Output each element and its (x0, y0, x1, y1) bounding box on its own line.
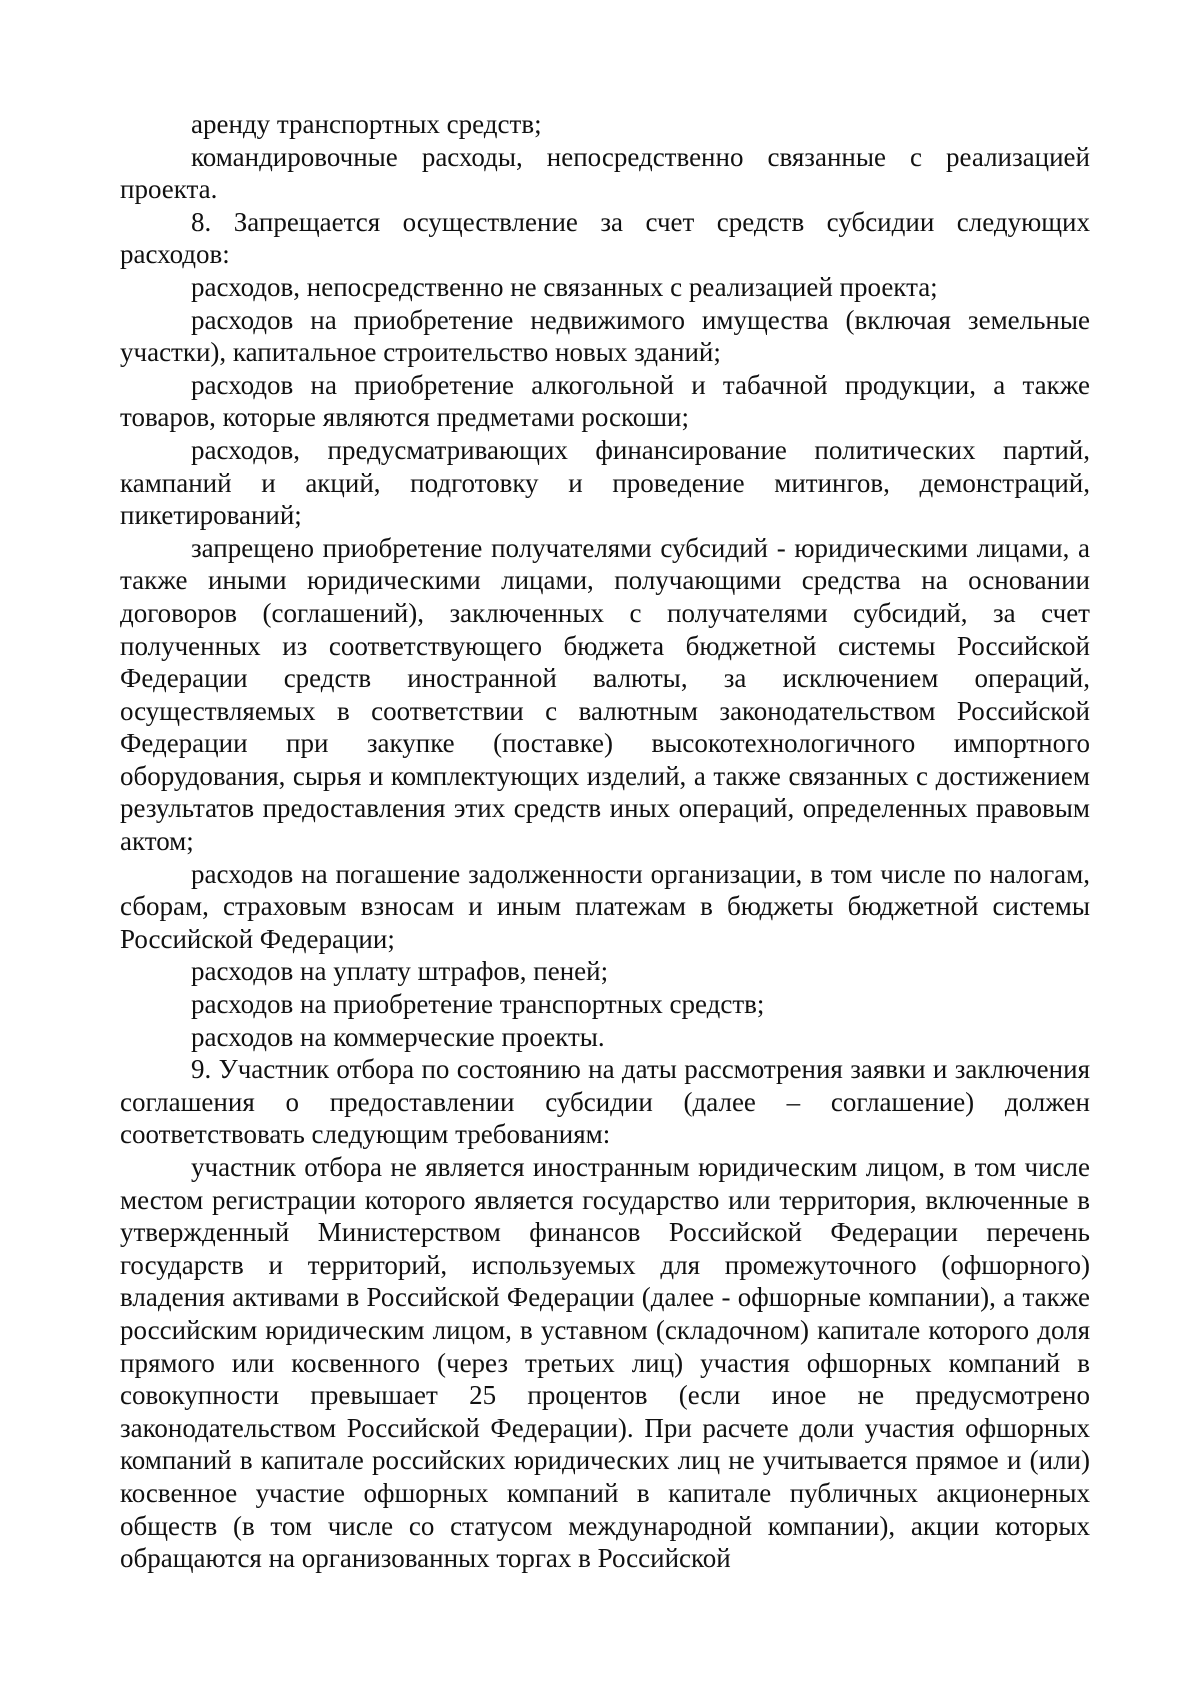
paragraph-debt-repayment: расходов на погашение задолженности организации, в том числе по налогам, сборам, страховым взносам и иным платежам в бюджеты бюджетной системы Российской Федерации; (120, 858, 1090, 954)
document-body (120, 108, 1090, 1575)
paragraph-alcohol-tobacco: расходов на приобретение алкогольной и табачной продукции, а также товаров, которые являются предметами роскоши; (120, 369, 1090, 433)
paragraph-foreign-currency: запрещено приобретение получателями субсидий - юридическими лицами, а также иными юридическими лицами, получающими средства на основании договоров (соглашений), заключенных с получателями субсидий, за счет полученных из соответствующего бюджета бюджетной системы Российской Федерации средств иностранной валюты, за исключением операций, осуществляемых в соответствии с валютным законодательством Российской Федерации при закупке (поставке) высокотехнологичного импортного оборудования, сырья и комплектующих изделий, а также связанных с достижением результатов предоставления этих средств иных операций, определенных правовым актом; (120, 532, 1090, 857)
paragraph-real-estate: расходов на приобретение недвижимого имущества (включая земельные участки), капитальное строительство новых зданий; (120, 304, 1090, 368)
paragraph-transport-rent: аренду транспортных средств; (191, 109, 542, 139)
paragraph-item-9: 9. Участник отбора по состоянию на даты рассмотрения заявки и заключения соглашения о предоставлении субсидии (далее – соглашение) должен соответствовать следующим требованиям: (120, 1054, 1090, 1150)
paragraph-commercial: расходов на коммерческие проекты. (191, 1021, 605, 1052)
paragraph-vehicles: расходов на приобретение транспортных средств; (191, 989, 765, 1020)
paragraph-unrelated-expenses: расходов, непосредственно не связанных с реализацией проекта; (191, 271, 938, 302)
paragraph-fines: расходов на уплату штрафов, пеней; (191, 956, 609, 987)
paragraph-travel-expenses: командировочные расходы, непосредственно связанные с реализацией проекта. (120, 141, 1090, 205)
paragraph-item-8: 8. Запрещается осуществление за счет средств субсидии следующих расходов: (120, 206, 1090, 270)
paragraph-offshore: участник отбора не является иностранным юридическим лицом, в том числе местом регистрации которого является государство или территория, включенные в утвержденный Министерством финансов Российской Федерации перечень государств и территорий, используемых для промежуточного (офшорного) владения активами в Российской Федерации (далее - офшорные компании), а также российским юридическим лицом, в уставном (складочном) капитале которого доля прямого или косвенного (через третьих лиц) участия офшорных компаний в совокупности превышает 25 процентов (если иное не предусмотрено законодательством Российской Федерации). При расчете доли участия офшорных компаний в капитале российских юридических лиц не учитывается прямое и (или) косвенное участие офшорных компаний в капитале публичных акционерных обществ (в том числе со статусом международной компании), акции которых обращаются на организованных торгах в Российской (120, 1152, 1090, 1574)
paragraph-political: расходов, предусматривающих финансирование политических партий, кампаний и акций, подготовку и проведение митингов, демонстраций, пикетирований; (120, 434, 1090, 531)
